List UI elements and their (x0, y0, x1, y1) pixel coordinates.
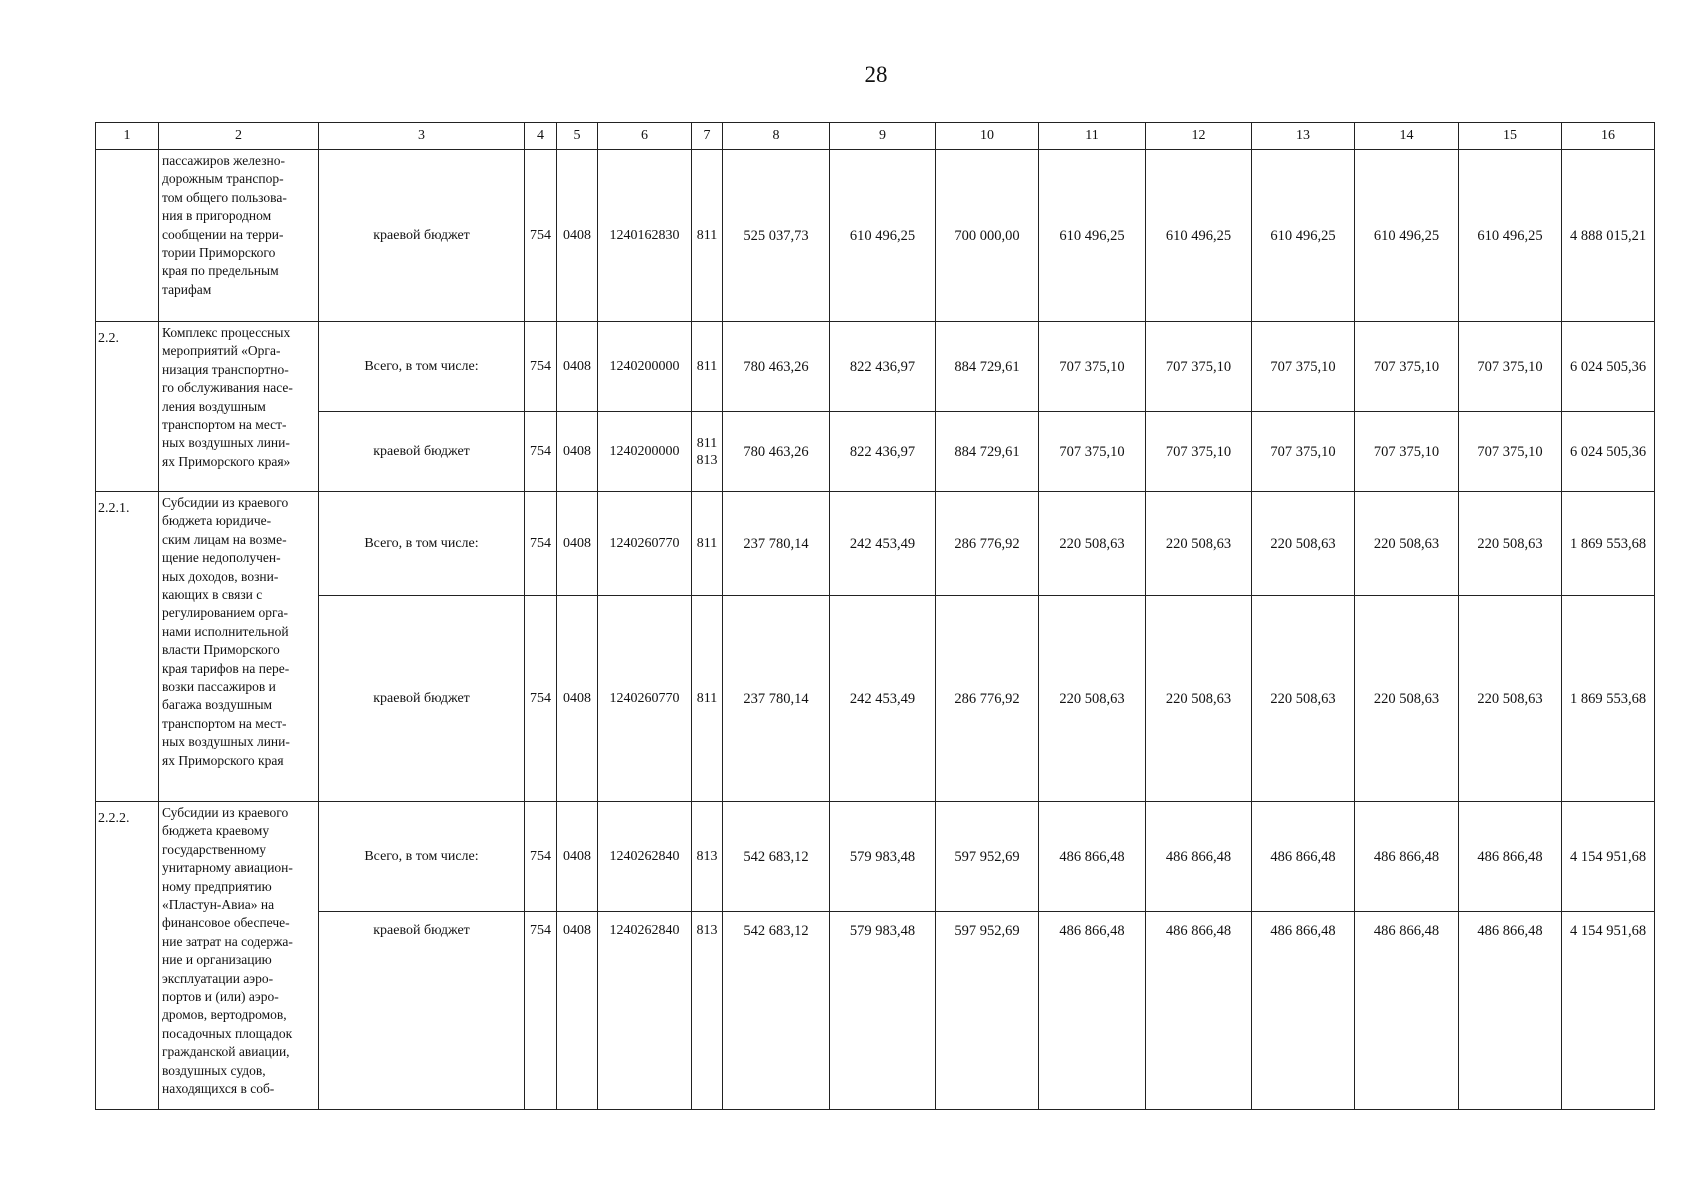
code-expense-type (692, 596, 723, 802)
description-line: нами исполнительной (162, 623, 289, 639)
value-col-12: 707 375,10 (1146, 412, 1252, 492)
description-line: находящихся в соб- (162, 1081, 275, 1097)
code-target-article: 1240200000 (598, 412, 692, 492)
header-row (96, 123, 1655, 150)
description-line: низация транспортно- (162, 361, 289, 377)
table-row (96, 912, 1655, 1110)
description-line: ления воздушным (162, 398, 266, 414)
description-line: государственному (162, 841, 267, 857)
value-col-14: 220 508,63 (1355, 492, 1459, 596)
value-col-15: 610 496,25 (1459, 150, 1562, 322)
table-row (96, 802, 1655, 912)
value-col-10: 700 000,00 (936, 150, 1039, 322)
description-line: края тарифов на пере- (162, 660, 290, 676)
header-cell-col-15: 15 (1459, 123, 1562, 150)
value-col-15: 220 508,63 (1459, 596, 1562, 802)
table-row (96, 150, 1655, 322)
description-line: финансовое обеспече- (162, 915, 290, 931)
code-target-article: 1240200000 (598, 322, 692, 412)
value-col-11: 220 508,63 (1039, 596, 1146, 802)
value-col-9: 579 983,48 (830, 912, 936, 1110)
description-line: регулированием орга- (162, 605, 288, 621)
value-col-9: 822 436,97 (830, 412, 936, 492)
value-col-8: 780 463,26 (723, 412, 830, 492)
header-cell-col-1: 1 (96, 123, 159, 150)
value-col-13: 707 375,10 (1252, 322, 1355, 412)
value-col-9: 822 436,97 (830, 322, 936, 412)
description-line: сообщении на терри- (162, 226, 284, 242)
value-col-15: 220 508,63 (1459, 492, 1562, 596)
description-line: ному предприятию (162, 878, 272, 894)
value-col-11: 707 375,10 (1039, 322, 1146, 412)
description-line: багажа воздушным (162, 697, 273, 713)
description-line: ях Приморского края» (162, 453, 291, 469)
expense-type-code: 813 (696, 849, 718, 864)
item-description (159, 802, 319, 1110)
value-col-9: 610 496,25 (830, 150, 936, 322)
description-line: власти Приморского (162, 642, 280, 658)
description-line: кающих в связи с (162, 587, 263, 603)
code-expense-type (692, 150, 723, 322)
value-col-14: 707 375,10 (1355, 412, 1459, 492)
description-line: ных воздушных лини- (162, 435, 290, 451)
value-col-8: 780 463,26 (723, 322, 830, 412)
description-line: бюджета юридиче- (162, 513, 272, 529)
value-col-12: 220 508,63 (1146, 596, 1252, 802)
value-col-8: 237 780,14 (723, 492, 830, 596)
value-col-9: 242 453,49 (830, 596, 936, 802)
description-line: го обслуживания насе- (162, 380, 293, 396)
description-line: мероприятий «Орга- (162, 343, 281, 359)
code-section: 0408 (557, 912, 598, 1110)
expense-type-code: 813 (696, 923, 718, 938)
description-line: гражданской авиации, (162, 1044, 290, 1060)
code-target-article: 1240262840 (598, 802, 692, 912)
description-line: ния в пригородном (162, 208, 272, 224)
description-line: дромов, вертодромов, (162, 1007, 287, 1023)
table-row (96, 412, 1655, 492)
header-cell-col-10: 10 (936, 123, 1039, 150)
code-grbs: 754 (525, 492, 557, 596)
expense-type-code: 811 (696, 435, 718, 451)
header-cell-col-11: 11 (1039, 123, 1146, 150)
expense-type-code: 811 (696, 228, 718, 243)
description-line: Субсидии из краевого (162, 805, 289, 820)
value-col-8: 237 780,14 (723, 596, 830, 802)
item-number: 2.2.2. (96, 802, 159, 1110)
header-cell-col-12: 12 (1146, 123, 1252, 150)
code-expense-type (692, 412, 723, 492)
code-grbs: 754 (525, 322, 557, 412)
description-line: ных доходов, возни- (162, 568, 279, 584)
header-cell-col-8: 8 (723, 123, 830, 150)
description-line: ние затрат на содержа- (162, 933, 293, 949)
value-col-15: 486 866,48 (1459, 912, 1562, 1110)
value-col-15: 486 866,48 (1459, 802, 1562, 912)
value-col-16: 6 024 505,36 (1562, 412, 1655, 492)
value-col-13: 220 508,63 (1252, 596, 1355, 802)
value-col-12: 486 866,48 (1146, 802, 1252, 912)
code-section: 0408 (557, 150, 598, 322)
header-cell-col-4: 4 (525, 123, 557, 150)
funding-source: краевой бюджет (319, 596, 525, 802)
value-col-12: 220 508,63 (1146, 492, 1252, 596)
description-line: унитарному авиацион- (162, 860, 293, 876)
funding-source: краевой бюджет (319, 912, 525, 1110)
value-col-14: 707 375,10 (1355, 322, 1459, 412)
description-line: ние и организацию (162, 952, 272, 968)
table-row (96, 322, 1655, 412)
description-line: транспортом на мест- (162, 417, 287, 433)
funding-source: Всего, в том числе: (319, 322, 525, 412)
value-col-16: 6 024 505,36 (1562, 322, 1655, 412)
description-line: бюджета краевому (162, 823, 270, 839)
header-cell-col-16: 16 (1562, 123, 1655, 150)
value-col-13: 707 375,10 (1252, 412, 1355, 492)
expense-type-code: 811 (696, 691, 718, 706)
description-line: Комплекс процессных (162, 325, 291, 340)
code-section: 0408 (557, 596, 598, 802)
code-section: 0408 (557, 412, 598, 492)
item-description (159, 322, 319, 492)
item-description (159, 492, 319, 802)
value-col-9: 242 453,49 (830, 492, 936, 596)
value-col-10: 597 952,69 (936, 802, 1039, 912)
description-line: края по предельным (162, 263, 279, 279)
header-cell-col-6: 6 (598, 123, 692, 150)
value-col-8: 542 683,12 (723, 912, 830, 1110)
code-target-article: 1240260770 (598, 596, 692, 802)
code-expense-type (692, 912, 723, 1110)
description-line: эксплуатации аэро- (162, 970, 274, 986)
funding-source: краевой бюджет (319, 412, 525, 492)
code-target-article: 1240262840 (598, 912, 692, 1110)
description-line: щение недополучен- (162, 550, 281, 566)
value-col-14: 486 866,48 (1355, 912, 1459, 1110)
table-row (96, 596, 1655, 802)
description-line: тарифам (162, 281, 212, 297)
item-description (159, 150, 319, 322)
value-col-13: 610 496,25 (1252, 150, 1355, 322)
header-cell-col-5: 5 (557, 123, 598, 150)
description-line: пассажиров железно- (162, 153, 285, 168)
value-col-15: 707 375,10 (1459, 412, 1562, 492)
header-cell-col-14: 14 (1355, 123, 1459, 150)
description-line: тории Приморского (162, 245, 276, 261)
header-cell-col-3: 3 (319, 123, 525, 150)
code-expense-type (692, 492, 723, 596)
description-line: Субсидии из краевого (162, 495, 289, 510)
header-cell-col-9: 9 (830, 123, 936, 150)
description-line: ных воздушных лини- (162, 734, 290, 750)
code-grbs: 754 (525, 412, 557, 492)
value-col-13: 486 866,48 (1252, 802, 1355, 912)
expense-type-code: 811 (696, 536, 718, 551)
description-line: возки пассажиров и (162, 679, 276, 695)
value-col-10: 286 776,92 (936, 492, 1039, 596)
value-col-10: 597 952,69 (936, 912, 1039, 1110)
value-col-11: 486 866,48 (1039, 912, 1146, 1110)
description-line: ях Приморского края (162, 752, 284, 768)
code-grbs: 754 (525, 912, 557, 1110)
code-grbs: 754 (525, 150, 557, 322)
value-col-12: 610 496,25 (1146, 150, 1252, 322)
value-col-13: 486 866,48 (1252, 912, 1355, 1110)
description-line: воздушных судов, (162, 1062, 266, 1078)
value-col-10: 286 776,92 (936, 596, 1039, 802)
table-row (96, 492, 1655, 596)
value-col-12: 486 866,48 (1146, 912, 1252, 1110)
value-col-16: 4 888 015,21 (1562, 150, 1655, 322)
value-col-14: 486 866,48 (1355, 802, 1459, 912)
code-section: 0408 (557, 492, 598, 596)
value-col-12: 707 375,10 (1146, 322, 1252, 412)
value-col-14: 610 496,25 (1355, 150, 1459, 322)
code-target-article: 1240260770 (598, 492, 692, 596)
value-col-11: 220 508,63 (1039, 492, 1146, 596)
value-col-11: 707 375,10 (1039, 412, 1146, 492)
header-cell-col-7: 7 (692, 123, 723, 150)
expense-type-code: 811 (696, 359, 718, 374)
value-col-11: 486 866,48 (1039, 802, 1146, 912)
value-col-11: 610 496,25 (1039, 150, 1146, 322)
value-col-16: 1 869 553,68 (1562, 492, 1655, 596)
code-section: 0408 (557, 322, 598, 412)
code-section: 0408 (557, 802, 598, 912)
code-expense-type (692, 322, 723, 412)
expense-type-code: 813 (696, 452, 718, 468)
value-col-15: 707 375,10 (1459, 322, 1562, 412)
code-target-article: 1240162830 (598, 150, 692, 322)
value-col-8: 525 037,73 (723, 150, 830, 322)
description-line: портов и (или) аэро- (162, 989, 279, 1005)
header-cell-col-13: 13 (1252, 123, 1355, 150)
code-grbs: 754 (525, 802, 557, 912)
description-line: дорожным транспор- (162, 171, 284, 187)
description-line: «Пластун-Авиа» на (162, 897, 275, 913)
description-line: ским лицам на возме- (162, 531, 287, 547)
value-col-16: 4 154 951,68 (1562, 912, 1655, 1110)
code-expense-type (692, 802, 723, 912)
item-number: 2.2. (96, 322, 159, 492)
value-col-9: 579 983,48 (830, 802, 936, 912)
item-number: 2.2.1. (96, 492, 159, 802)
value-col-16: 4 154 951,68 (1562, 802, 1655, 912)
funding-source: Всего, в том числе: (319, 492, 525, 596)
funding-source: Всего, в том числе: (319, 802, 525, 912)
value-col-10: 884 729,61 (936, 322, 1039, 412)
budget-table (95, 122, 1655, 1110)
description-line: том общего пользова- (162, 189, 287, 205)
item-number (96, 150, 159, 322)
value-col-16: 1 869 553,68 (1562, 596, 1655, 802)
description-line: транспортом на мест- (162, 715, 287, 731)
value-col-8: 542 683,12 (723, 802, 830, 912)
code-grbs: 754 (525, 596, 557, 802)
value-col-10: 884 729,61 (936, 412, 1039, 492)
value-col-14: 220 508,63 (1355, 596, 1459, 802)
description-line: посадочных площадок (162, 1025, 293, 1041)
value-col-13: 220 508,63 (1252, 492, 1355, 596)
funding-source: краевой бюджет (319, 150, 525, 322)
header-cell-col-2: 2 (159, 123, 319, 150)
page-number: 28 (864, 62, 888, 87)
